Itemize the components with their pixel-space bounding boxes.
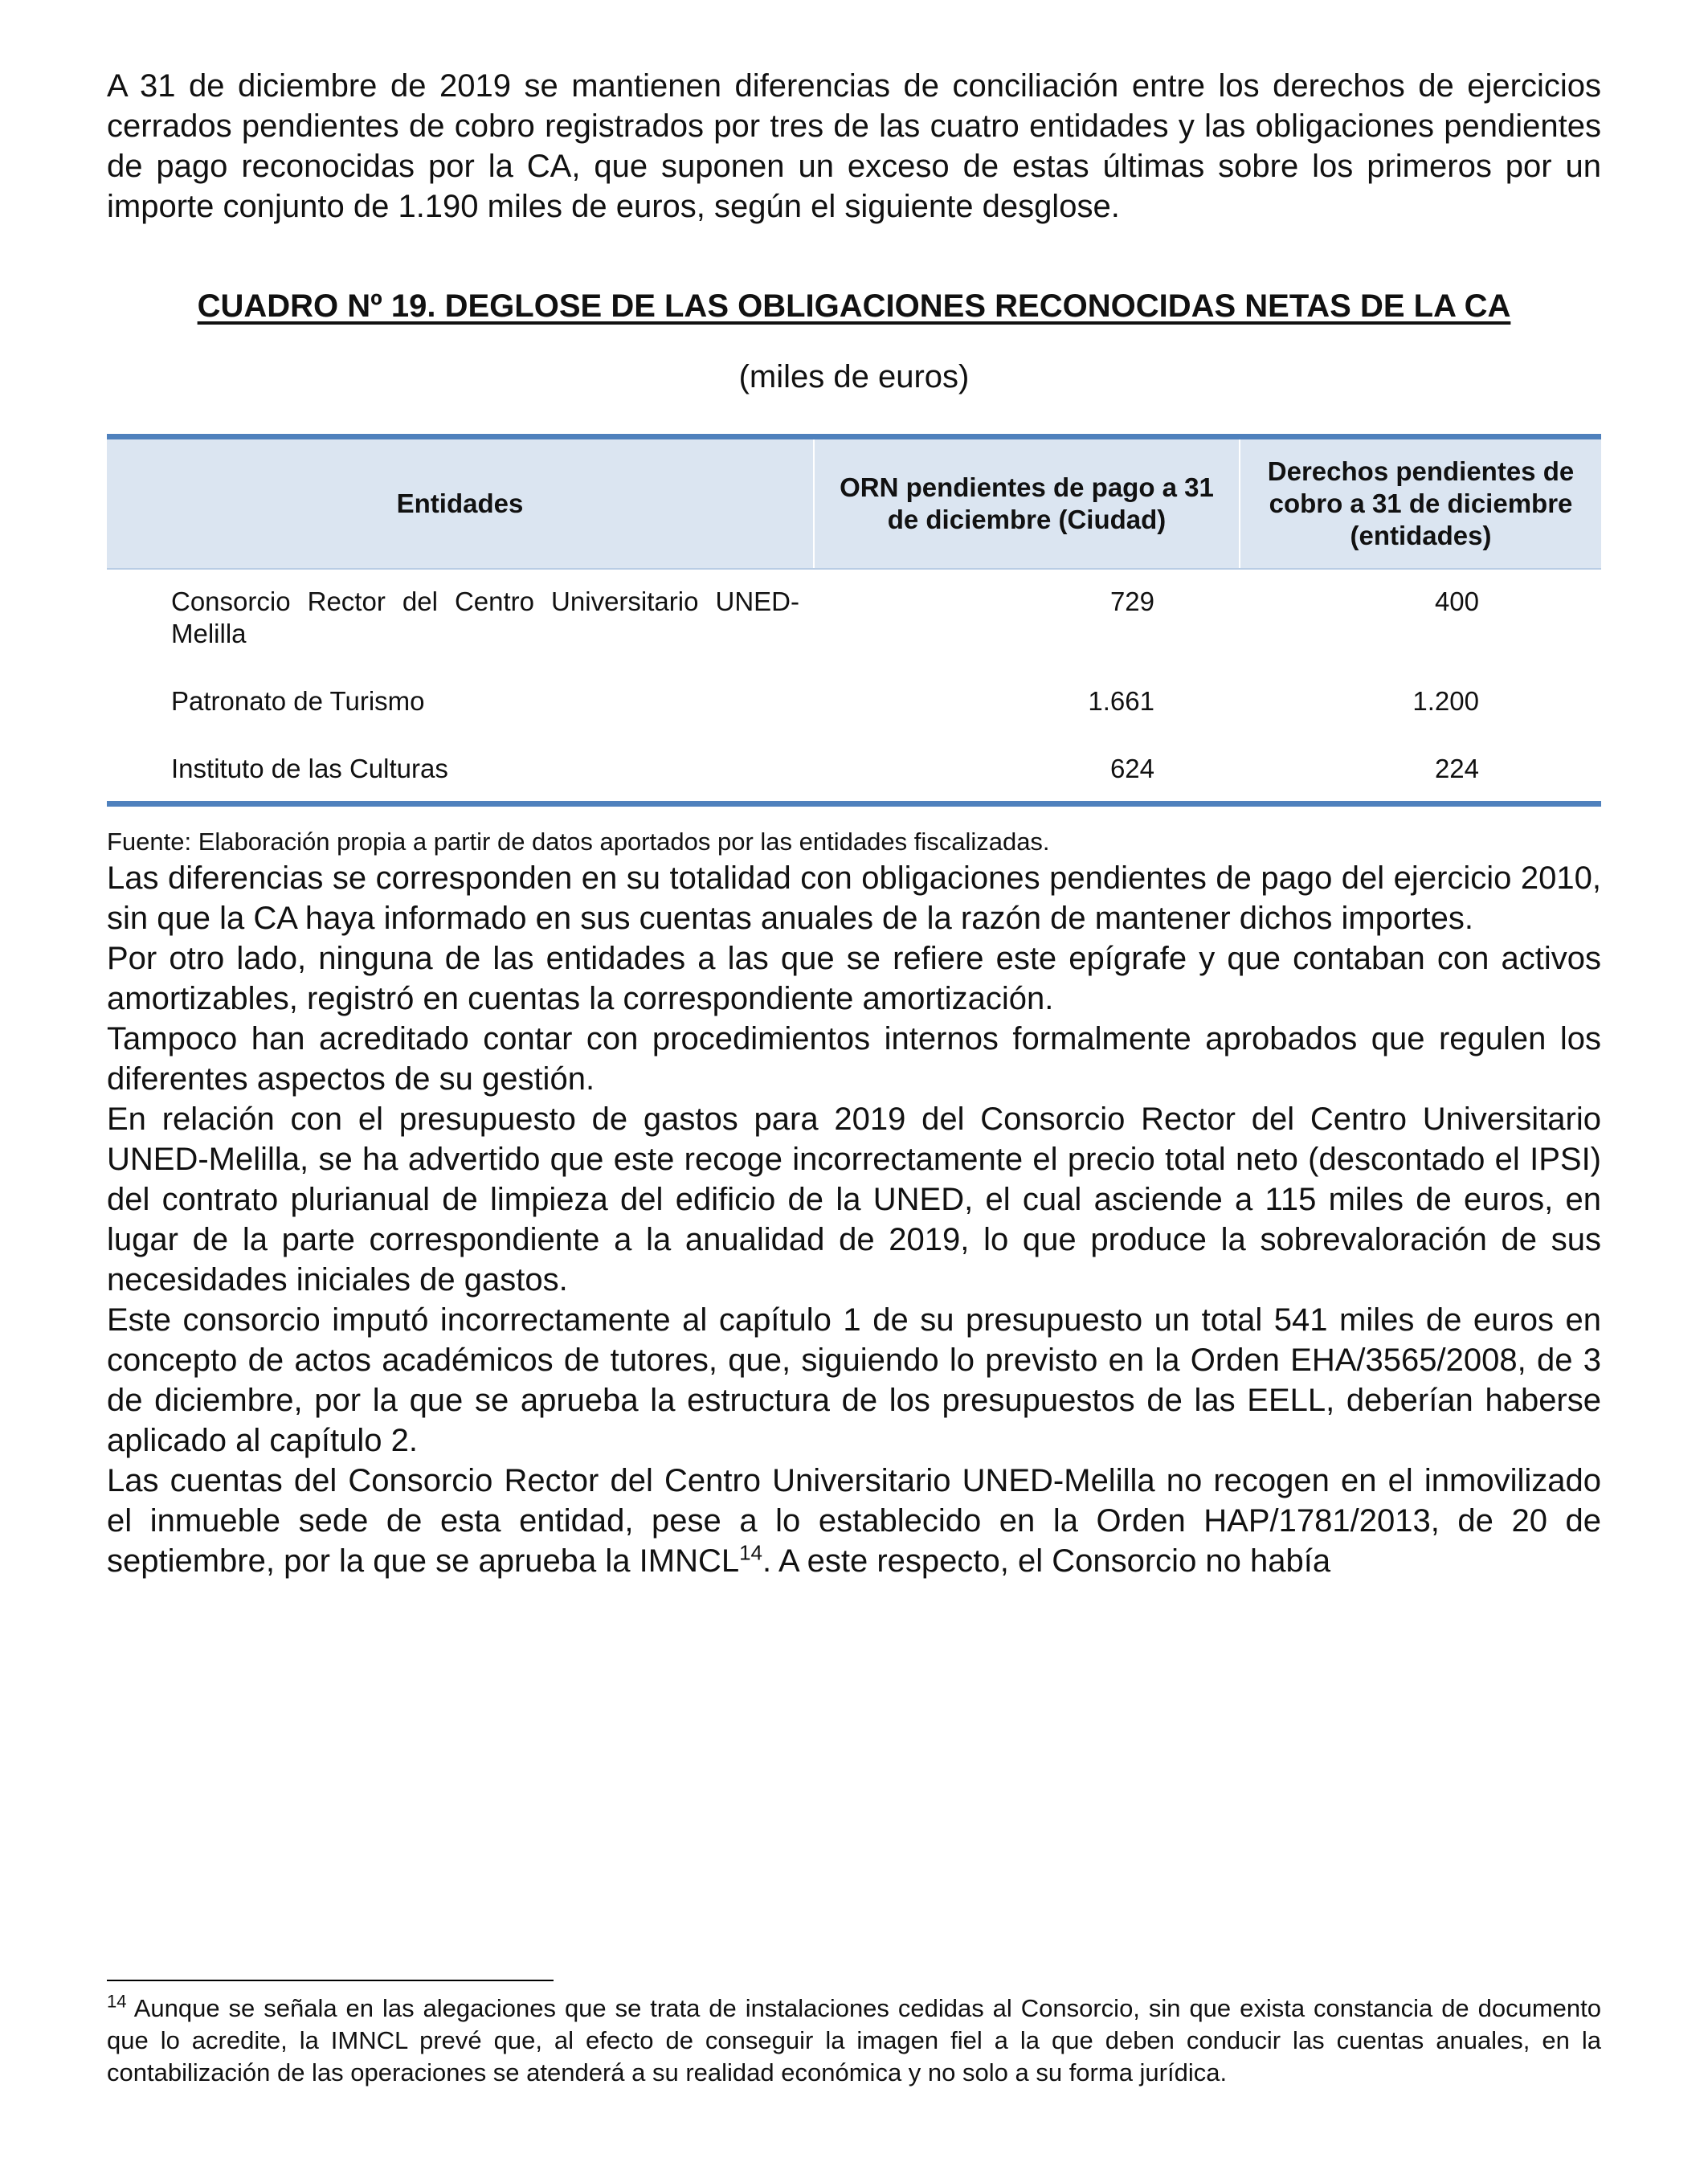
footnote-text: Aunque se señala en las alegaciones que se trata de instalaciones cedidas al Consorcio, sin que exista constancia de documento que lo acredite, la IMNCL prevé que, al efecto de conseguir la imagen fiel a la que deben conducir las cuentas anuales, en la contabilización de las operaciones se atenderá a su realidad económica y no solo a su forma jurídica. <box>107 1994 1601 2086</box>
orn-cell: 1.661 <box>1088 686 1154 716</box>
intro-paragraph: A 31 de diciembre de 2019 se mantienen diferencias de conciliación entre los derechos de ejercicios cerrados pendientes de cobro registrados por tres de las cuatro entidades y las obligaciones pendientes de pago reconocidas por la CA, que suponen un exceso de estas últimas sobre los primeros por un importe conjunto de 1.190 miles de euros, según el siguiente desglose. <box>107 68 1601 224</box>
table-row <box>107 669 1601 737</box>
document-page <box>107 66 1601 1581</box>
derechos-cell: 1.200 <box>1412 686 1479 716</box>
column-header-entidades: Entidades <box>107 437 814 570</box>
body-paragraph: En relación con el presupuesto de gastos para 2019 del Consorcio Rector del Centro Universitario UNED-Melilla, se ha advertido que este recoge incorrectamente el precio total neto (descontado el IPSI) del contrato plurianual de limpieza del edificio de la UNED, el cual asciende a 115 miles de euros, en lugar de la parte correspondiente a la anualidad de 2019, lo que produce la sobrevaloración de sus necesidades iniciales de gastos. <box>107 1101 1601 1298</box>
derechos-cell: 400 <box>1434 587 1479 616</box>
body-paragraph: Las diferencias se corresponden en su totalidad con obligaciones pendientes de pago del ejercicio 2010, sin que la CA haya informado en sus cuentas anuales de la razón de mantener dichos importes. <box>107 860 1601 936</box>
body-paragraph-last <box>107 1461 1601 1581</box>
table-source-note: Fuente: Elaboración propia a partir de datos aportados por las entidades fiscalizadas. <box>107 828 1050 856</box>
table-header-row <box>107 437 1601 570</box>
table-title: CUADRO Nº 19. DEGLOSE DE LAS OBLIGACIONES RECONOCIDAS NETAS DE LA CA <box>197 288 1511 324</box>
table-units: (miles de euros) <box>738 359 970 394</box>
last-paragraph-text: Las cuentas del Consorcio Rector del Centro Universitario UNED-Melilla no recogen en el inmovilizado el inmueble sede de esta entidad, pese a lo establecido en la Orden HAP/1781/2013, de 20 de septiembre, por la que se aprueba la IMNCL <box>107 1463 1601 1579</box>
footnote-number: 14 <box>107 1991 127 2012</box>
footnote-reference[interactable]: 14 <box>739 1540 763 1565</box>
last-paragraph-tail: . A este respecto, el Consorcio no había <box>762 1543 1331 1579</box>
entity-cell: Patronato de Turismo <box>171 686 425 716</box>
column-header-orn: ORN pendientes de pago a 31 de diciembre (Ciudad) <box>814 437 1240 570</box>
table-row <box>107 569 1601 669</box>
orn-cell: 729 <box>1109 587 1154 616</box>
table-row <box>107 737 1601 804</box>
table-body <box>107 569 1601 804</box>
derechos-cell: 224 <box>1240 737 1601 804</box>
footnote <box>107 1992 1601 2089</box>
body-paragraph: Este consorcio imputó incorrectamente al capítulo 1 de su presupuesto un total 541 miles de euros en concepto de actos académicos de tutores, que, siguiendo lo previsto en la Orden EHA/3565/2008, de 3 de diciembre, por la que se aprueba la estructura de los presupuestos de las EELL, deberían haberse aplicado al capítulo 2. <box>107 1302 1601 1458</box>
body-paragraph: Tampoco han acreditado contar con procedimientos internos formalmente aprobados que regulen los diferentes aspectos de su gestión. <box>107 1021 1601 1097</box>
data-table <box>107 434 1601 807</box>
footnote-separator <box>107 1980 554 1981</box>
orn-cell: 624 <box>814 737 1240 804</box>
entity-cell: Consorcio Rector del Centro Universitario UNED-Melilla <box>171 587 799 648</box>
table-header <box>107 437 1601 570</box>
column-header-derechos: Derechos pendientes de cobro a 31 de diciembre (entidades) <box>1240 437 1601 570</box>
entity-cell: Instituto de las Culturas <box>107 737 814 804</box>
body-paragraph: Por otro lado, ninguna de las entidades a las que se refiere este epígrafe y que contaban con activos amortizables, registró en cuentas la correspondiente amortización. <box>107 941 1601 1016</box>
